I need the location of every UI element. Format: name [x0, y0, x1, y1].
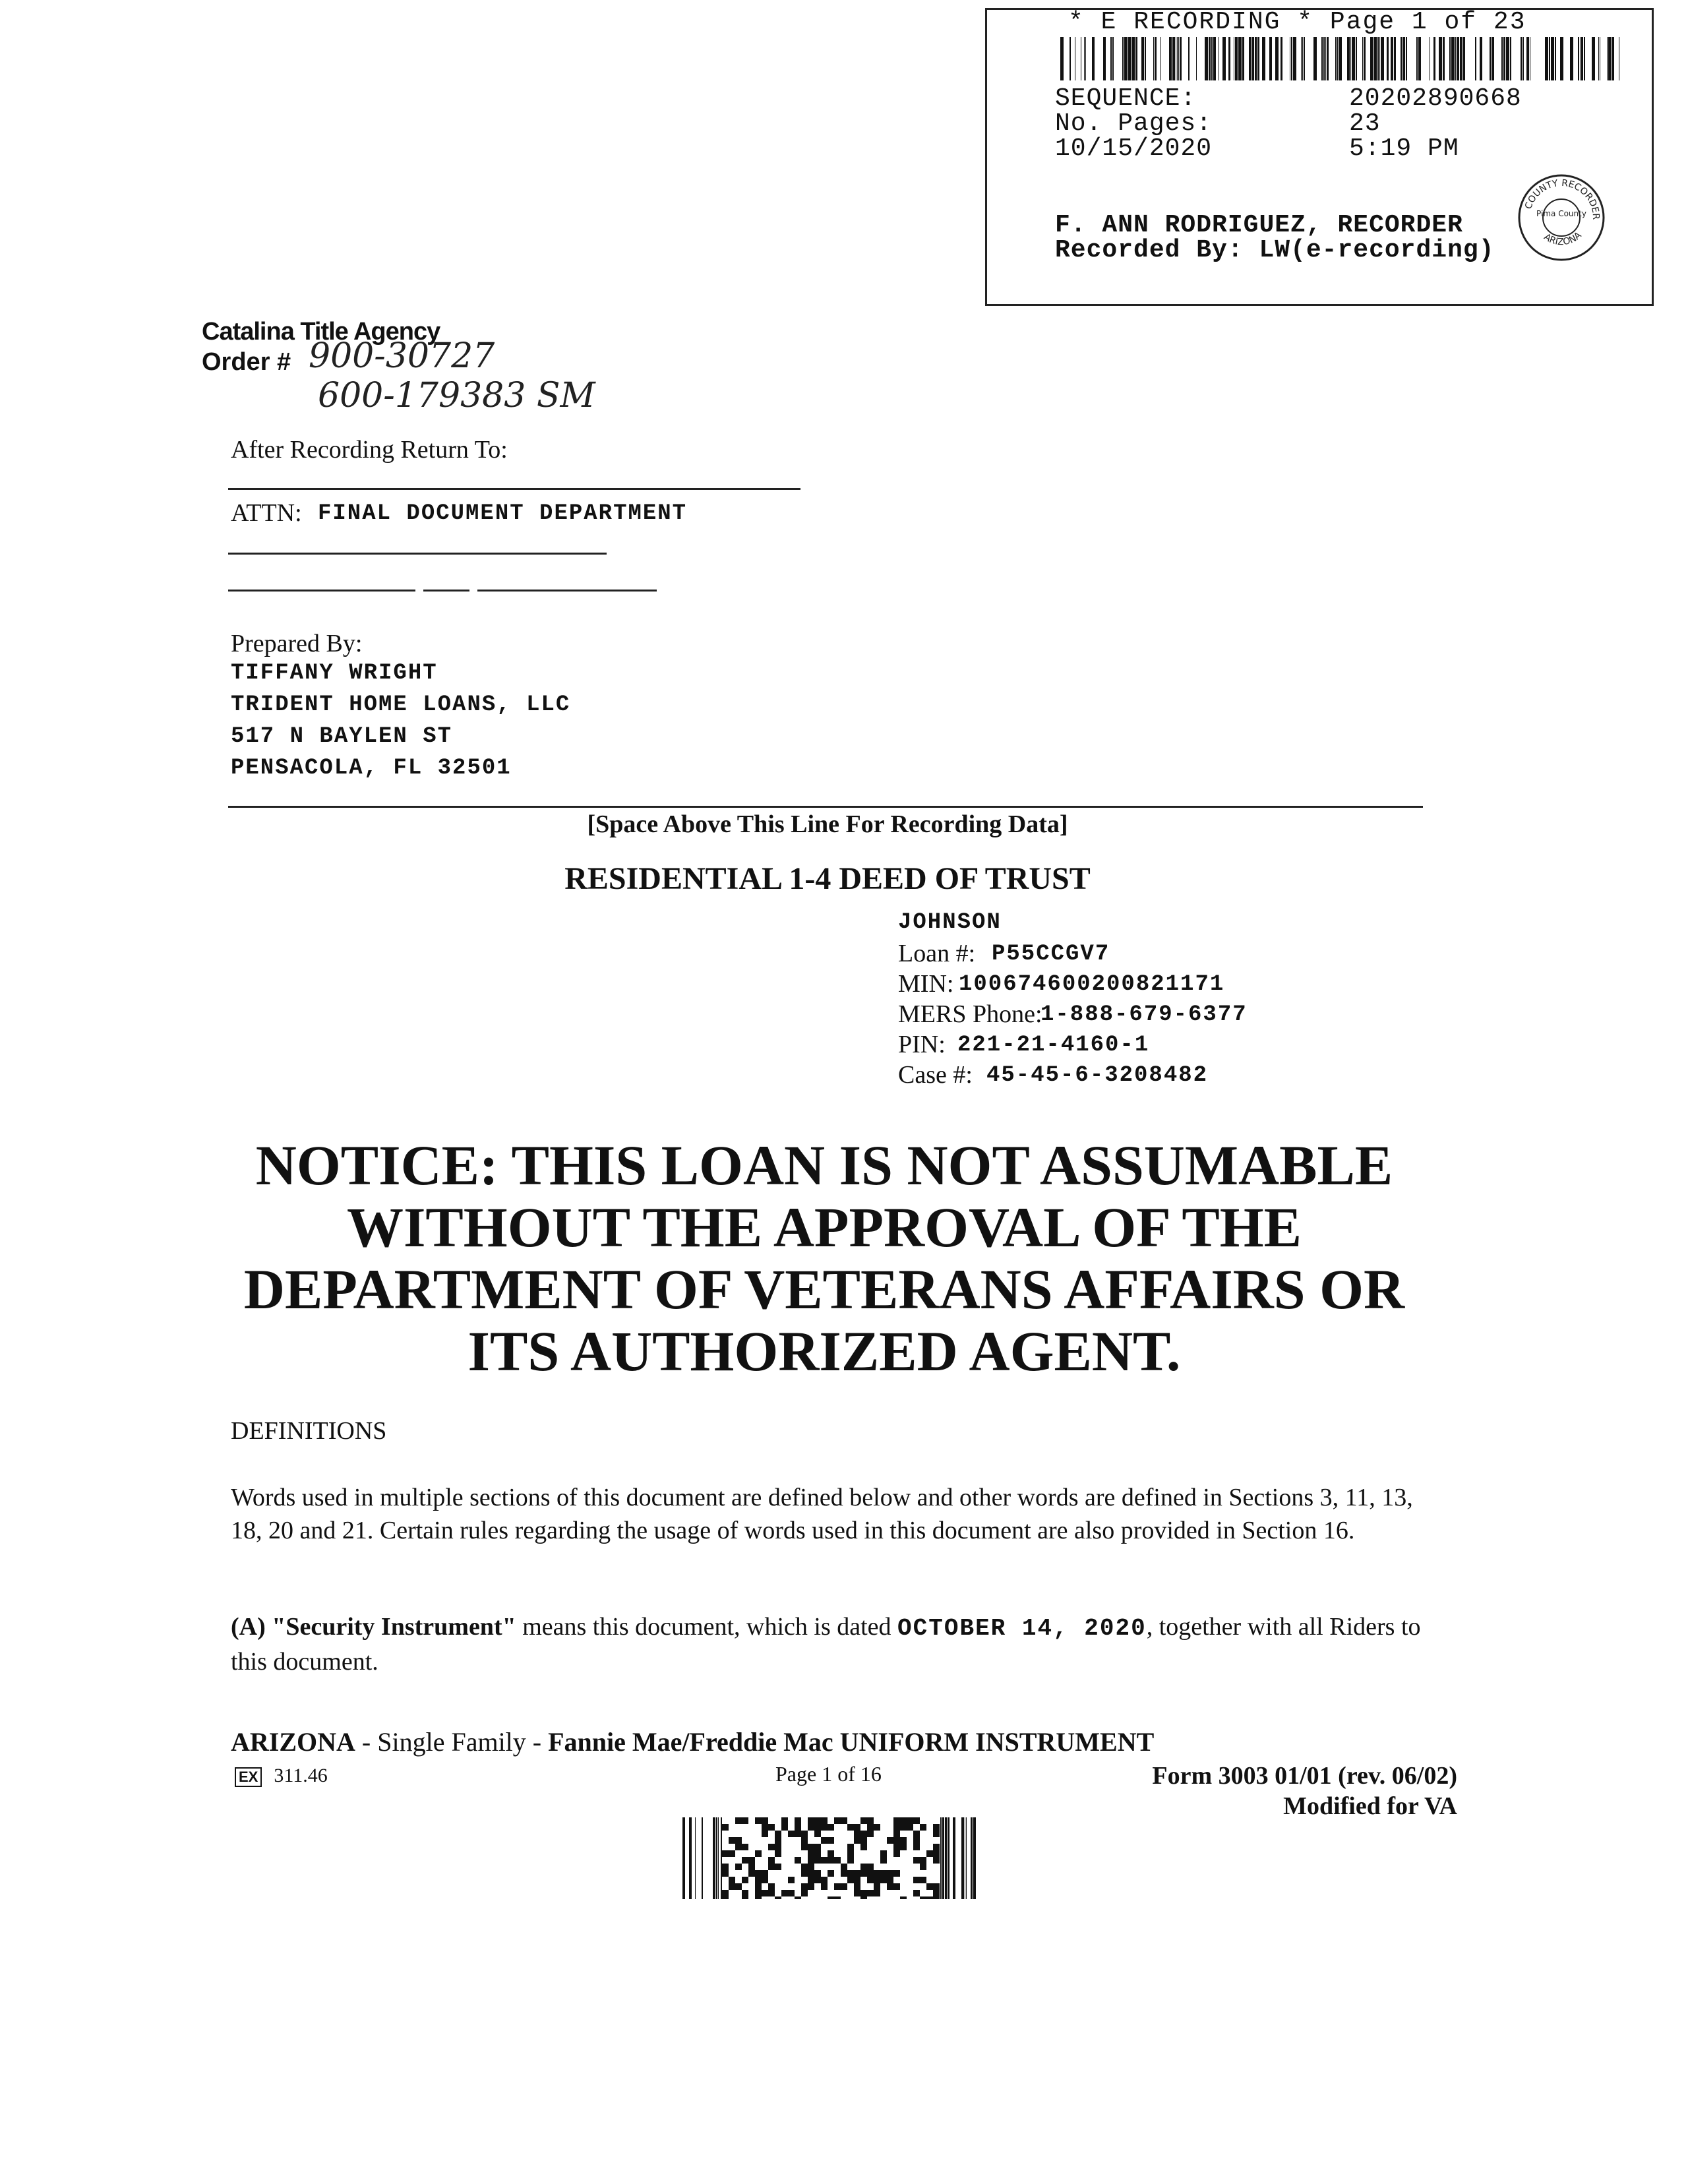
- notice-line-1: NOTICE: THIS LOAN IS NOT ASSUMABLE: [255, 1134, 1393, 1197]
- form-code-badge-icon: EX: [235, 1767, 262, 1787]
- document-title: RESIDENTIAL 1-4 DEED OF TRUST: [564, 861, 1091, 896]
- footer-instrument: Fannie Mae/Freddie Mac UNIFORM INSTRUMENT: [548, 1727, 1155, 1757]
- footer-separator: - Single Family -: [355, 1727, 549, 1757]
- svg-text:COUNTY RECORDER: COUNTY RECORDER: [1523, 177, 1602, 220]
- prepared-by-city: PENSACOLA, FL 32501: [231, 756, 512, 781]
- footer-code-line: [235, 1765, 328, 1787]
- recording-data-rule: [228, 806, 1423, 808]
- definitions-intro: Words used in multiple sections of this document are defined below and other words are defined in Sections 3, 11, 13, 18, 20 and 21. Certain rules regarding the usage of words used in this document are also provided in Section 16.: [231, 1484, 1413, 1544]
- definition-a-text-1: means this document, which is dated: [516, 1613, 898, 1641]
- recording-barcode: [1060, 37, 1619, 80]
- order-label: Order #: [202, 348, 291, 376]
- page-number: Page 1 of 16: [775, 1762, 882, 1786]
- modified-for-va: Modified for VA: [1283, 1792, 1457, 1820]
- svg-text:ARIZONA: ARIZONA: [1542, 229, 1584, 248]
- borrower-name: JOHNSON: [898, 910, 1002, 935]
- recorder-name: F. ANN RODRIGUEZ, RECORDER: [1055, 211, 1463, 239]
- notice-line-3: DEPARTMENT OF VETERANS AFFAIRS OR: [243, 1258, 1405, 1321]
- definition-a-date: OCTOBER 14, 2020: [897, 1615, 1147, 1642]
- loan-number-label: Loan #:: [898, 940, 976, 967]
- order-number-handwritten-1: 900-30727: [309, 336, 495, 376]
- loan-number-value: P55CCGV7: [992, 942, 1110, 967]
- address-rule-city: [228, 590, 415, 592]
- case-number-label: Case #:: [898, 1061, 973, 1089]
- definitions-heading: DEFINITIONS: [231, 1417, 387, 1445]
- mers-phone-value: 1-888-679-6377: [1040, 1002, 1248, 1027]
- page-barcode: [682, 1817, 979, 1899]
- prepared-by-street: 517 N BAYLEN ST: [231, 724, 453, 749]
- form-number-block: [1152, 1761, 1457, 1821]
- recording-time: 5:19 PM: [1349, 135, 1459, 163]
- form-number: Form 3003 01/01 (rev. 06/02): [1152, 1762, 1457, 1790]
- order-number-handwritten-2: 600-179383 SM: [318, 376, 595, 415]
- footer-state: ARIZONA: [231, 1727, 355, 1757]
- footer-instrument-line: [231, 1726, 1154, 1757]
- pin-value: 221-21-4160-1: [957, 1033, 1150, 1058]
- min-value: 100674600200821171: [959, 972, 1225, 997]
- space-above-note: [Space Above This Line For Recording Data]: [587, 810, 1068, 838]
- mers-phone-label: MERS Phone:: [898, 1000, 1042, 1028]
- agency-name: Catalina Title Agency: [202, 318, 440, 346]
- recorded-by: Recorded By: LW(e-recording): [1055, 236, 1495, 264]
- attn-value: FINAL DOCUMENT DEPARTMENT: [318, 501, 688, 526]
- prepared-by-name: TIFFANY WRIGHT: [231, 661, 438, 686]
- attn-label: ATTN:: [231, 499, 302, 527]
- va-notice: [198, 1134, 1451, 1382]
- min-label: MIN:: [898, 970, 954, 998]
- definition-a-text-2: , together with all Riders to this document.: [231, 1613, 1421, 1676]
- address-rule-state: [423, 590, 469, 592]
- return-to-rule: [228, 488, 800, 490]
- svg-text:Pima County: Pima County: [1536, 209, 1586, 218]
- definition-a: [231, 1610, 1431, 1678]
- sequence-value: 20202890668: [1349, 84, 1522, 113]
- pin-label: PIN:: [898, 1031, 946, 1058]
- prepared-by-label: Prepared By:: [231, 630, 363, 657]
- case-number-value: 45-45-6-3208482: [986, 1063, 1209, 1088]
- notice-line-2: WITHOUT THE APPROVAL OF THE: [346, 1196, 1302, 1259]
- pages-value: 23: [1349, 109, 1381, 138]
- definition-a-term: (A) "Security Instrument": [231, 1613, 516, 1641]
- form-code: 311.46: [274, 1765, 328, 1786]
- recording-header: * E RECORDING * Page 1 of 23: [1068, 8, 1526, 36]
- pages-label: No. Pages:: [1055, 109, 1213, 138]
- county-seal-icon: [1517, 173, 1606, 262]
- return-to-label: After Recording Return To:: [231, 436, 508, 464]
- address-rule-zip: [477, 590, 657, 592]
- recording-date: 10/15/2020: [1055, 135, 1213, 163]
- prepared-by-company: TRIDENT HOME LOANS, LLC: [231, 692, 571, 717]
- sequence-label: SEQUENCE:: [1055, 84, 1197, 113]
- notice-line-4: ITS AUTHORIZED AGENT.: [467, 1320, 1181, 1383]
- address-rule-1: [228, 553, 607, 555]
